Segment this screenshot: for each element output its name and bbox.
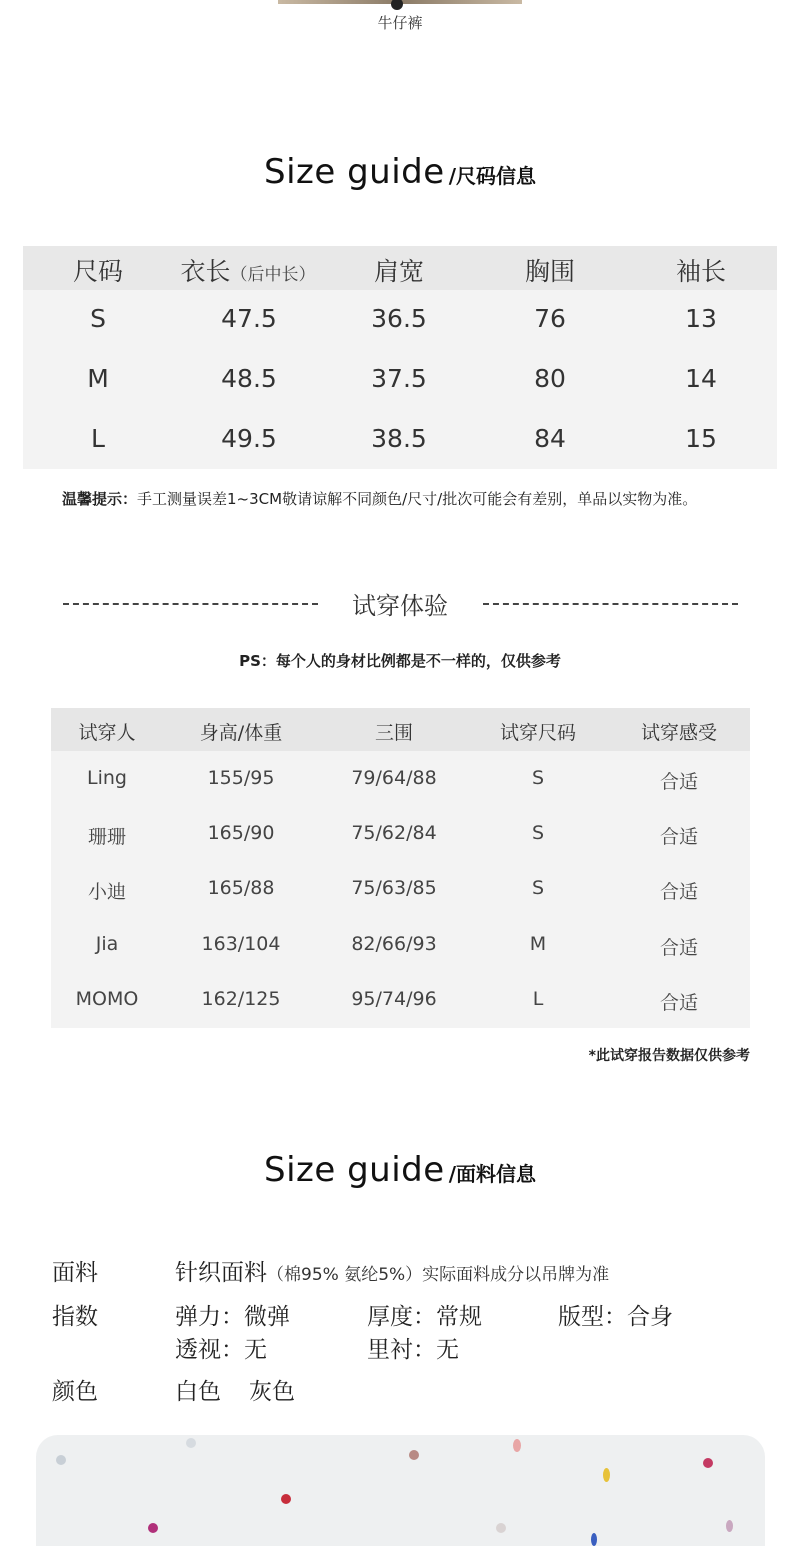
person-cell: Jia — [95, 933, 119, 955]
rhinestone — [281, 1494, 291, 1504]
tryon-table-header — [51, 708, 750, 751]
size-cell: S — [90, 304, 106, 333]
feeling-cell: 合适 — [659, 826, 698, 848]
size-guide-title — [0, 152, 800, 192]
height-weight-cell: 165/88 — [207, 877, 275, 899]
tryon-title: 试穿体验 — [352, 592, 448, 620]
size-cell: M — [529, 933, 547, 955]
feeling-cell: 合适 — [659, 992, 698, 1014]
size-header-chest: 胸围 — [524, 257, 575, 286]
fabric-guide-title-cn: /面料信息 — [448, 1162, 536, 1186]
size-cell: L — [532, 988, 544, 1010]
height-weight-cell: 165/90 — [207, 822, 275, 844]
person-cell: Ling — [87, 767, 127, 789]
rhinestone — [148, 1523, 158, 1533]
size-header-sleeve: 袖长 — [675, 257, 726, 286]
tryon-header-size: 试穿尺码 — [499, 722, 576, 744]
rhinestone — [56, 1455, 66, 1465]
product-photo — [36, 1435, 765, 1546]
feeling-cell: 合适 — [659, 771, 698, 793]
size-header-length — [163, 252, 333, 288]
sleeve-cell: 13 — [685, 304, 717, 333]
size-header-shoulder: 肩宽 — [373, 257, 424, 286]
tip-text: 手工测量误差1~3CM敬请谅解不同颜色/尺寸/批次可能会有差别，单品以实物为准。 — [137, 490, 698, 508]
index-label: 指数 — [52, 1304, 98, 1330]
size-header-length-note: （后中长） — [230, 265, 316, 285]
chest-cell: 76 — [534, 304, 566, 333]
fabric-tag-note: 实际面料成分以吊牌为准 — [422, 1265, 610, 1285]
size-cell: S — [531, 822, 545, 844]
rhinestone — [603, 1468, 610, 1482]
measurements-cell: 79/64/88 — [351, 767, 437, 789]
divider-right — [483, 603, 738, 605]
tryon-disclaimer: *此试穿报告数据仅供参考 — [588, 1048, 750, 1064]
height-weight-cell: 162/125 — [201, 988, 281, 1010]
thickness-value: 厚度：常规 — [367, 1304, 482, 1330]
product-marker-icon — [391, 0, 403, 10]
fabric-value — [175, 1254, 609, 1287]
size-table — [23, 246, 777, 469]
person-cell: MOMO — [75, 988, 139, 1010]
rhinestone — [726, 1520, 733, 1532]
shoulder-cell: 37.5 — [371, 364, 427, 393]
lining-value: 里衬：无 — [367, 1337, 459, 1363]
rhinestone — [513, 1439, 521, 1452]
tryon-ps-note: PS：每个人的身材比例都是不一样的，仅供参考 — [239, 652, 561, 670]
feeling-cell: 合适 — [659, 937, 698, 959]
fabric-guide-title-en: Size guide — [264, 1150, 445, 1190]
length-cell: 48.5 — [221, 364, 277, 393]
rhinestone — [703, 1458, 713, 1468]
tryon-header-height-weight: 身高/体重 — [199, 722, 283, 744]
tryon-table — [51, 708, 750, 1028]
feeling-cell: 合适 — [659, 881, 698, 903]
height-weight-cell: 155/95 — [207, 767, 275, 789]
size-table-header — [23, 246, 777, 290]
fit-value: 版型：合身 — [558, 1304, 673, 1330]
length-cell: 49.5 — [221, 424, 277, 453]
rhinestone — [186, 1438, 196, 1448]
shoulder-cell: 36.5 — [371, 304, 427, 333]
sleeve-cell: 14 — [685, 364, 717, 393]
color-option-white: 白色 — [175, 1379, 221, 1405]
size-header-length-label: 衣长 — [180, 257, 231, 286]
tip-label: 温馨提示： — [62, 490, 138, 508]
rhinestone — [591, 1533, 597, 1546]
fabric-composition: （棉95% 氨纶5%） — [267, 1265, 423, 1285]
size-cell: M — [87, 364, 109, 393]
size-header-size: 尺码 — [72, 257, 123, 286]
rhinestone — [409, 1450, 419, 1460]
fabric-main: 针织面料 — [175, 1260, 267, 1286]
chest-cell: 84 — [534, 424, 566, 453]
fabric-guide-title — [0, 1150, 800, 1190]
size-guide-title-en: Size guide — [264, 152, 445, 192]
tryon-header-person: 试穿人 — [78, 722, 136, 744]
chest-cell: 80 — [534, 364, 566, 393]
color-label: 颜色 — [52, 1379, 98, 1405]
length-cell: 47.5 — [221, 304, 277, 333]
size-cell: S — [531, 767, 545, 789]
height-weight-cell: 163/104 — [201, 933, 281, 955]
measurements-cell: 75/62/84 — [351, 822, 437, 844]
tryon-header-measurements: 三围 — [374, 722, 413, 744]
measurements-cell: 75/63/85 — [351, 877, 437, 899]
fabric-label: 面料 — [52, 1260, 98, 1286]
measurement-tip — [62, 488, 697, 509]
person-cell: 珊珊 — [87, 826, 126, 848]
color-option-gray: 灰色 — [249, 1379, 295, 1405]
measurements-cell: 82/66/93 — [351, 933, 437, 955]
shoulder-cell: 38.5 — [371, 424, 427, 453]
rhinestone — [496, 1523, 506, 1533]
person-cell: 小迪 — [87, 881, 126, 903]
size-cell: S — [531, 877, 545, 899]
elasticity-value: 弹力：微弹 — [175, 1304, 290, 1330]
top-product-label: 牛仔裤 — [377, 14, 423, 32]
tryon-header-feeling: 试穿感受 — [640, 722, 717, 744]
measurements-cell: 95/74/96 — [351, 988, 437, 1010]
transparency-value: 透视：无 — [175, 1337, 267, 1363]
size-cell: L — [91, 424, 105, 453]
size-guide-title-cn: /尺码信息 — [448, 164, 536, 188]
sleeve-cell: 15 — [685, 424, 717, 453]
